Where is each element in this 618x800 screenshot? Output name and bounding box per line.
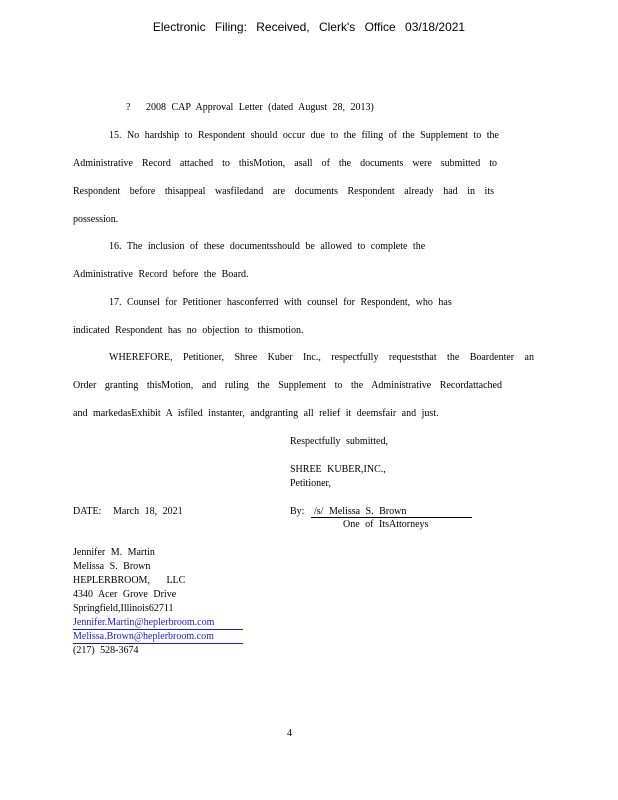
- signature-capacity: One of ItsAttorneys: [343, 519, 429, 530]
- counsel-phone: (217) 528-3674: [73, 645, 139, 656]
- wherefore-line-2: Order granting thisMotion, and ruling the Supplement to the Administrative Recordattached: [73, 380, 502, 391]
- wherefore-line-1: WHEREFORE, Petitioner, Shree Kuber Inc., respectfully requeststhat the Boardenter an: [109, 352, 534, 363]
- wherefore-line-3: and markedasExhibit A isfiled instanter, andgranting all relief it deemsfair and just.: [73, 408, 439, 419]
- paragraph-17-line-1: 17. Counsel for Petitioner hasconferred with counsel for Respondent, who has: [109, 297, 452, 308]
- signature-by-label: By:: [290, 506, 305, 517]
- counsel-name-1: Jennifer M. Martin: [73, 547, 155, 558]
- email-link-melissa-brown[interactable]: Melissa.Brown@heplerbroom.com: [73, 631, 214, 642]
- signature-closing: Respectfully submitted,: [290, 436, 388, 447]
- filing-header: Electronic Filing: Received, Clerk's Office 03/18/2021: [152, 20, 466, 34]
- counsel-firm: HEPLERBROOM, LLC: [73, 575, 186, 586]
- bullet-mark: ?: [126, 102, 131, 113]
- signature-line: [311, 517, 472, 518]
- counsel-street: 4340 Acer Grove Drive: [73, 589, 177, 600]
- page-number: 4: [287, 728, 292, 739]
- email-link-jennifer-martin[interactable]: Jennifer.Martin@heplerbroom.com: [73, 617, 215, 628]
- email-underline-2: [73, 643, 243, 644]
- signature-party-role: Petitioner,: [290, 478, 331, 489]
- paragraph-15-line-3: Respondent before thisappeal wasfiledand are documents Respondent already had in its: [73, 186, 494, 197]
- date-label: DATE:: [73, 506, 102, 517]
- paragraph-15-line-1: 15. No hardship to Respondent should occur due to the filing of the Supplement to the: [109, 130, 499, 141]
- date-value: March 18, 2021: [113, 506, 183, 517]
- paragraph-17-line-2: indicated Respondent has no objection to thismotion.: [73, 325, 304, 336]
- counsel-name-2: Melissa S. Brown: [73, 561, 151, 572]
- email-underline-1: [73, 629, 243, 630]
- signature-signer: /s/ Melissa S. Brown: [314, 506, 407, 517]
- paragraph-16-line-2: Administrative Record before the Board.: [73, 269, 249, 280]
- paragraph-15-line-4: possession.: [73, 214, 119, 225]
- bullet-item-cap-letter: 2008 CAP Approval Letter (dated August 28, 2013): [146, 102, 374, 113]
- paragraph-16-line-1: 16. The inclusion of these documentsshould be allowed to complete the: [109, 241, 426, 252]
- signature-party-name: SHREE KUBER,INC.,: [290, 464, 386, 475]
- paragraph-15-line-2: Administrative Record attached to thisMotion, asall of the documents were submitted to: [73, 158, 497, 169]
- counsel-city: Springfield,Illinois62711: [73, 603, 174, 614]
